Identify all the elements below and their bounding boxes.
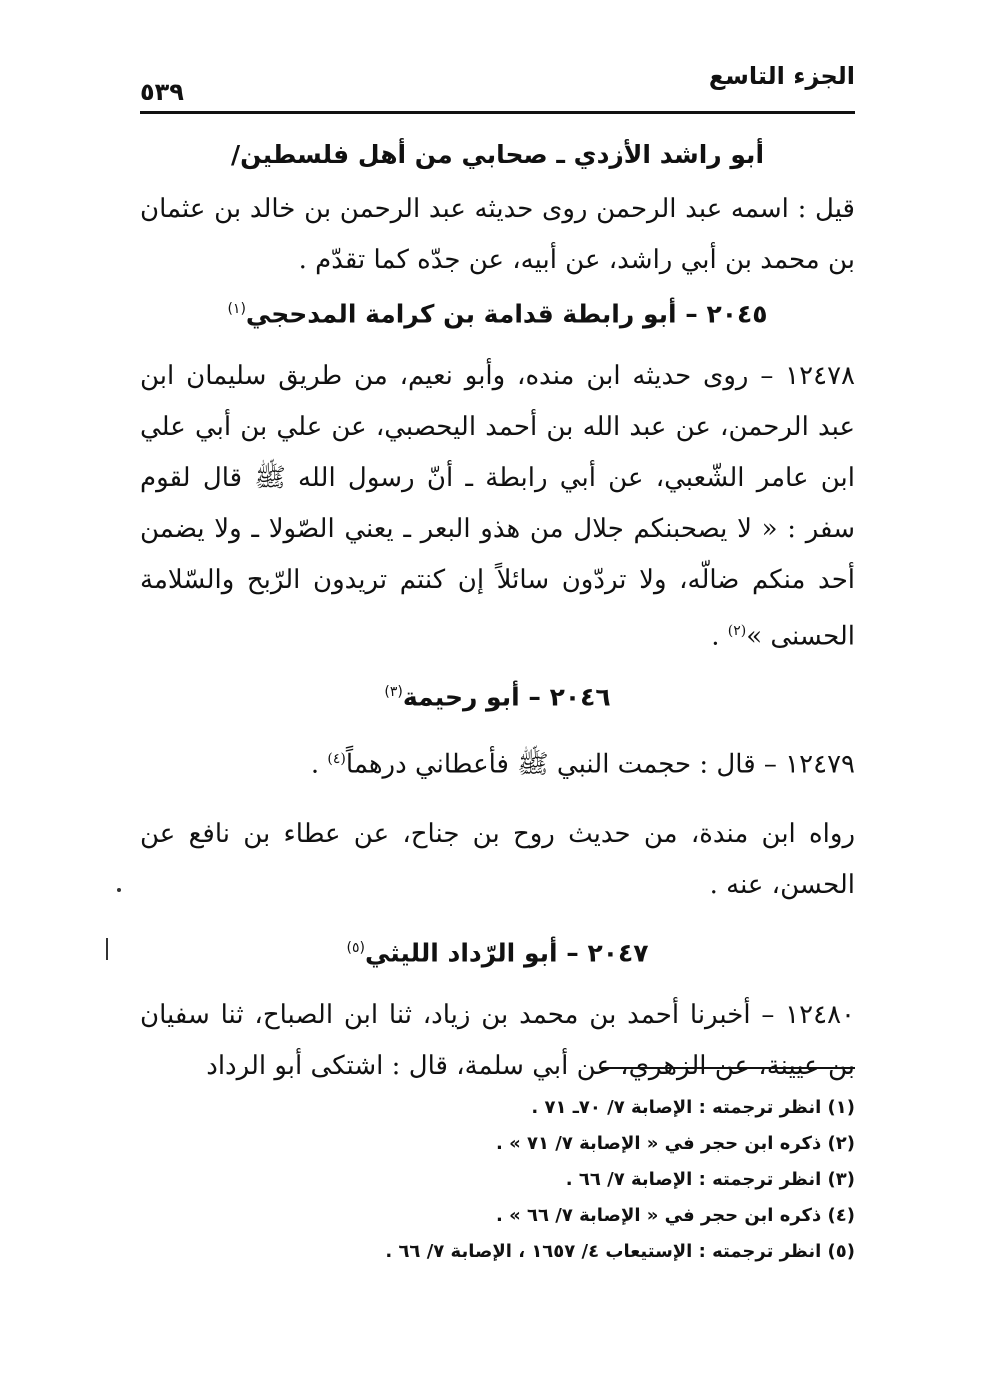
entry-heading-2046: ٢٠٤٦ – أبو رحيمة$^{(٣)}$ [384, 682, 611, 712]
scan-speck [117, 888, 121, 892]
footnote-item: (٢) ذكره ابن حجر في « الإصابة ٧/ ٧١ » . [496, 1133, 855, 1154]
entry-heading-2047: ٢٠٤٧ – أبو الرّداد الليثي$^{(٥)}$ [346, 938, 649, 968]
footnote-rule [600, 1067, 855, 1069]
running-head [140, 52, 855, 106]
footnote-ref-1: (١) [227, 301, 246, 317]
footnotes [300, 1090, 855, 1270]
entry-paragraph-abu-rashid: قيل : اسمه عبد الرحمن روى حديثه عبد الرحمن بن خالد بن عثمان بن محمد بن أبي راشد، عن أبيه، عن جدّه كما تقدّم . [140, 194, 855, 275]
entry-heading-2045: ٢٠٤٥ – أبو رابطة قدامة بن كرامة المدحجي$^{(١)}$ [227, 299, 768, 329]
volume-title: الجزء التاسع [708, 62, 855, 90]
footnote-ref-3: (٣) [384, 683, 403, 700]
footnote-item: (١) انظر ترجمته : الإصابة ٧/ ٧٠ـ ٧١ . [531, 1097, 855, 1118]
footnote-item: (٣) انظر ترجمته : الإصابة ٧/ ٦٦ . [565, 1169, 855, 1190]
page-number: ٥٣٩ [140, 78, 184, 106]
entry-paragraph-narration: رواه ابن مندة، من حديث روح بن جناح، عن عطاء بن نافع عن الحسن، عنه . [140, 818, 855, 900]
entry-paragraph-12478: ١٢٤٧٨ – روى حديثه ابن منده، وأبو نعيم، من طريق سليمان ابن عبد الرحمن، عن عبد الله بن أحمد اليحصبي، عن علي بن أبي علي ابن عامر الشّعبي، عن أبي رابطة ـ أنّ رسول الله ﷺ قال لقوم سفر : « لا يصحبنكم جلال من هذو البعر ـ يعني الصّولا ـ ولا يضمن أحد منكم ضالّه، ولا تردّون سائلاً إن كنتم تريدون الرّبح والسّلامة الحسنى »$^{(٢)}$ . [140, 361, 855, 652]
entry-paragraph-12480: ١٢٤٨٠ – أخبرنا أحمد بن محمد بن زياد، ثنا ابن الصباح، ثنا سفيان بن عيينة، عن الزهري، عن أبي سلمة، قال : اشتكى أبو الرداد [140, 1000, 855, 1082]
footnote-ref-5: (٥) [346, 939, 365, 956]
footnote-item: (٥) انظر ترجمته : الإستيعاب ٤/ ١٦٥٧ ، الإصابة ٧/ ٦٦ . [385, 1241, 855, 1262]
footnote-item: (٤) ذكره ابن حجر في « الإصابة ٧/ ٦٦ » . [496, 1205, 855, 1226]
entry-paragraph-12479: ١٢٤٧٩ – قال : حجمت النبي ﷺ فأعطاني درهماً$^{(٤)}$ . [310, 749, 855, 780]
main-text [140, 132, 855, 1092]
footnote-ref-4: (٤) [327, 751, 346, 768]
entry-heading-abu-rashid: أبو راشد الأزدي ـ صحابي من أهل فلسطين/ [230, 140, 765, 169]
scan-mark [106, 938, 108, 960]
footnote-ref-2: (٢) [727, 623, 747, 640]
header-rule [140, 111, 855, 114]
